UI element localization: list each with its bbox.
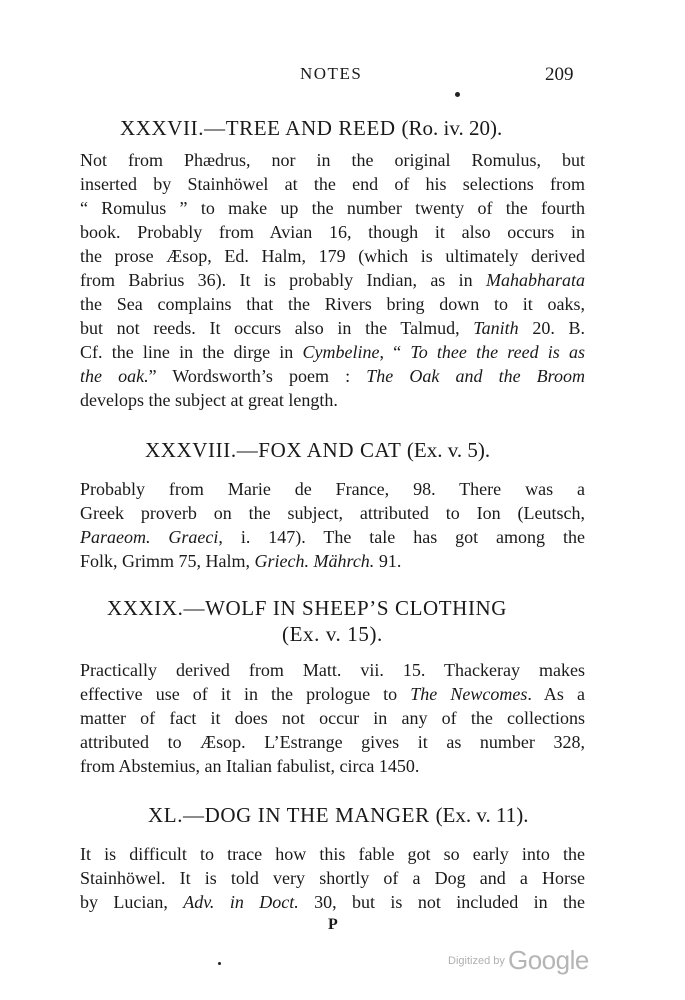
paragraph-xxxix xyxy=(80,658,585,778)
text-line: book. Probably from Avian 16, though it also occurs in xyxy=(80,222,585,242)
google-logo: Google xyxy=(508,945,589,975)
heading-ref: (Ro. iv. 20). xyxy=(401,116,503,140)
text-line: It is difficult to trace how this fable got so early into the xyxy=(80,844,585,864)
text-line: effective use of it in the prologue to The Newcomes. As a xyxy=(80,684,586,704)
section-heading-xxxix: XXXIX.—WOLF IN SHEEP’S CLOTHING xyxy=(107,596,508,620)
heading-text: XL.—DOG IN THE MANGER xyxy=(148,803,430,827)
text-line: Probably from Marie de France, 98. There was a xyxy=(80,479,585,499)
text-line: Paraeom. Graeci, i. 147). The tale has got among the xyxy=(80,527,585,547)
section-heading-xxxvii xyxy=(120,116,502,141)
heading-ref: (Ex. v. 11). xyxy=(435,803,529,827)
heading-text: XXXVII.—TREE AND REED xyxy=(120,116,396,140)
paragraph-xxxviii xyxy=(80,477,585,573)
paragraph-xl xyxy=(80,842,585,914)
text-line: the oak.” Wordsworth’s poem : The Oak and the Broom xyxy=(80,366,586,386)
text-line: develops the subject at great length. xyxy=(80,390,338,410)
text-line: Practically derived from Matt. vii. 15. Thackeray makes xyxy=(80,660,585,680)
text-line: but not reeds. It occurs also in the Talmud, Tanith 20. B. xyxy=(80,318,585,338)
heading-ref: (Ex. v. 5). xyxy=(406,438,491,462)
text-line: attributed to Æsop. L’Estrange gives it as number 328, xyxy=(80,732,585,752)
digitized-by-label: Digitized by xyxy=(448,955,505,967)
text-line: “ Romulus ” to make up the number twenty of the fourth xyxy=(80,198,585,218)
text-line: the prose Æsop, Ed. Halm, 179 (which is ultimately derived xyxy=(80,246,585,266)
text-line: matter of fact it does not occur in any of the collections xyxy=(80,708,585,728)
text-line: inserted by Stainhöwel at the end of his selections from xyxy=(80,174,585,194)
ink-dot xyxy=(218,962,221,965)
heading-text: XXXVIII.—FOX AND CAT xyxy=(145,438,402,462)
signature-mark: P xyxy=(328,916,338,933)
text-line: Not from Phædrus, nor in the original Romulus, but xyxy=(80,150,585,170)
text-line: Cf. the line in the dirge in Cymbeline, “ To thee the reed is as xyxy=(80,342,586,362)
page-number: 209 xyxy=(545,64,574,85)
text-line: from Babrius 36). It is probably Indian, as in Mahabharata xyxy=(80,270,585,290)
text-line: from Abstemius, an Italian fabulist, circa 1450. xyxy=(80,756,420,776)
text-line: by Lucian, Adv. in Doct. 30, but is not included in the xyxy=(80,892,585,912)
ink-dot xyxy=(455,92,460,97)
text-line: Stainhöwel. It is told very shortly of a Dog and a Horse xyxy=(80,868,585,888)
section-heading-xxxix-ref: (Ex. v. 15). xyxy=(282,622,383,646)
paragraph-xxxvii xyxy=(80,148,585,412)
section-heading-xxxviii xyxy=(145,438,490,463)
section-heading-xl xyxy=(148,803,528,828)
text-line: Folk, Grimm 75, Halm, Griech. Mährch. 91. xyxy=(80,551,402,571)
text-line: Greek proverb on the subject, attributed to Ion (Leutsch, xyxy=(80,503,585,523)
text-line: the Sea complains that the Rivers bring down to it oaks, xyxy=(80,294,585,314)
running-head: NOTES xyxy=(300,64,363,83)
